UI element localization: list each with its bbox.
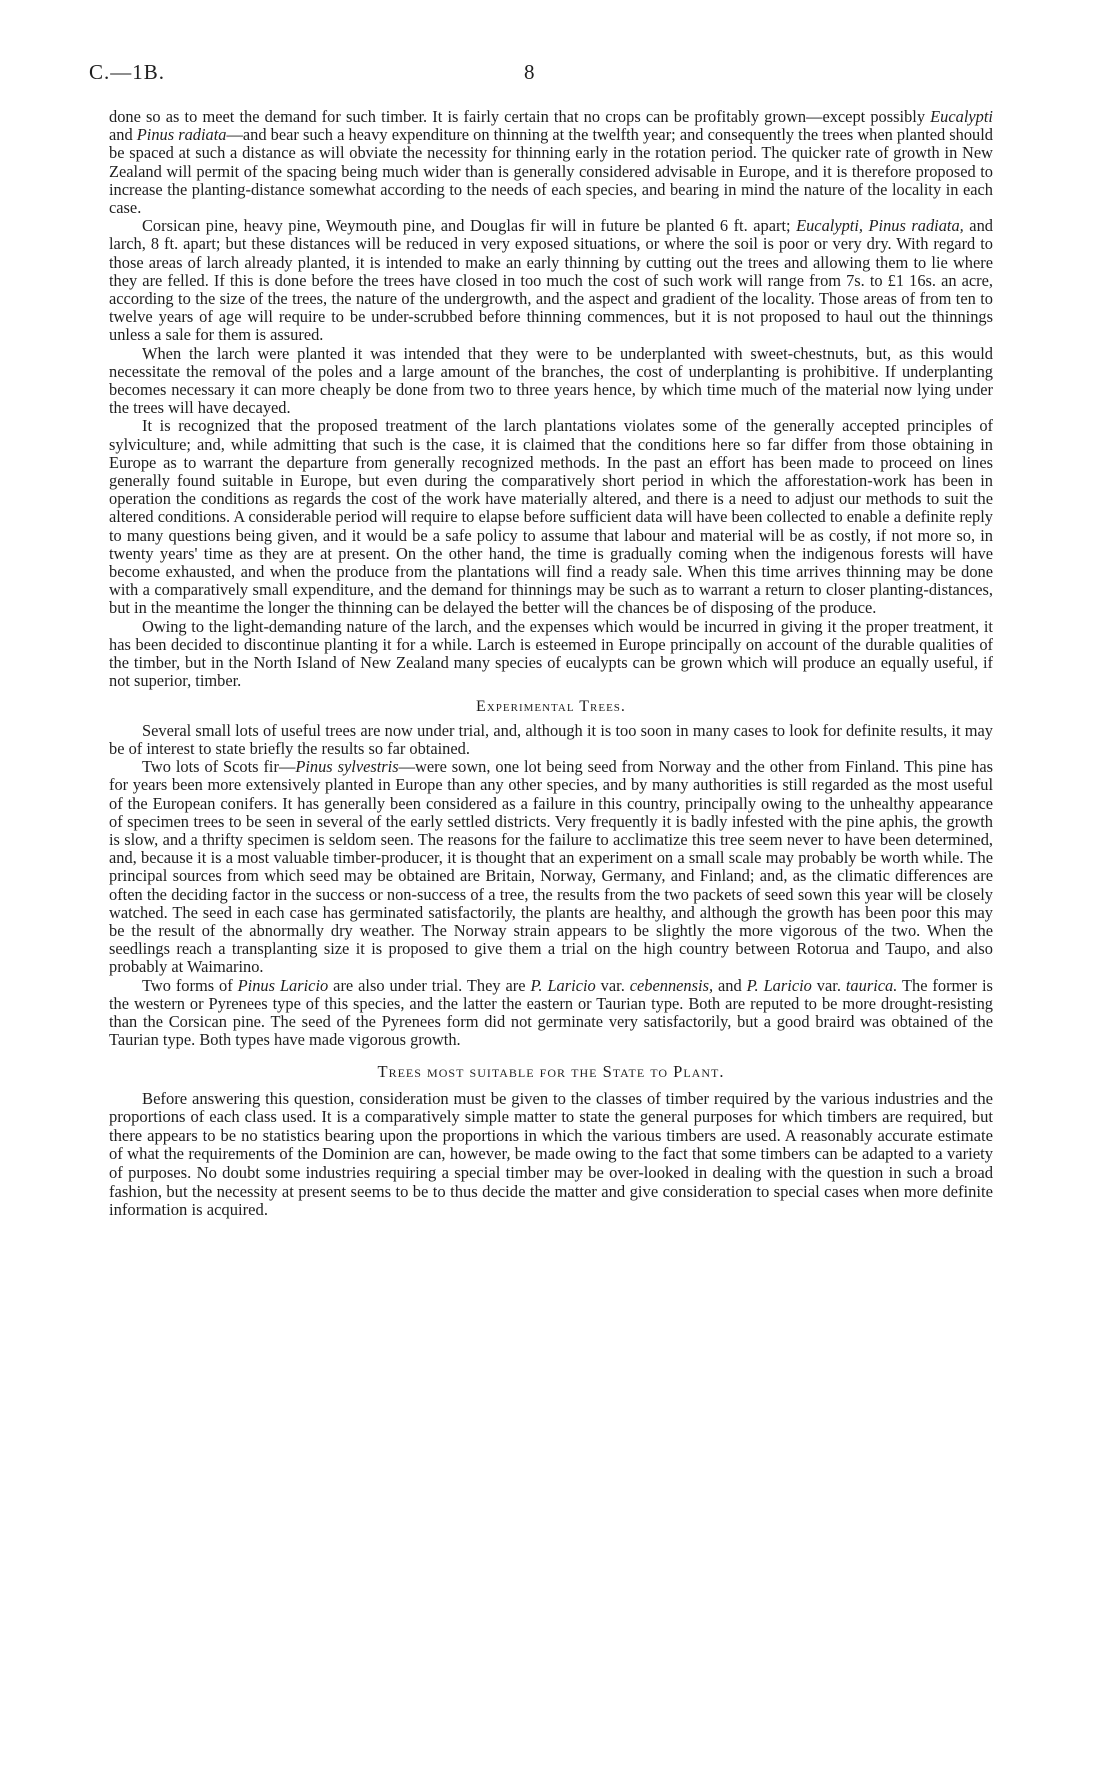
paragraph-8-text-b: are also under trial. They are bbox=[333, 975, 526, 995]
variety-cebennensis: cebennensis, bbox=[629, 975, 714, 995]
paragraph-1 bbox=[109, 108, 993, 217]
paragraph-9: Before answering this question, consideration must be given to the classes of timber required by the various industries and the proportions of each class used. It is a comparatively simple matter to state the general purposes for which timbers are required, but there appears to be no statistics bearing upon the proportions in which the various timbers are used. A reasonably accurate estimate of what the requirements of the Dominion are can, however, be made owing to the fact that some timbers can be adapted to a variety of purposes. No doubt some industries requiring a special timber may be over-looked in dealing with the question in such a broad fashion, but the necessity at present seems to be to thus decide the matter and give consideration to special cases when more definite information is acquired. bbox=[109, 1088, 993, 1220]
paragraph-3: When the larch were planted it was intended that they were to be underplanted with sweet-chestnuts, but, as this would necessitate the removal of the poles and a large amount of the branches, the cost of underplanting is prohibitive. If underplanting becomes necessary it can more cheaply be done from two to three years hence, by which time much of the material now lying under the trees will have decayed. bbox=[109, 343, 993, 418]
paragraph-2 bbox=[109, 217, 993, 344]
paragraph-4: It is recognized that the proposed treatment of the larch plantations violates some of the generally accepted principles of sylviculture; and, while admitting that such is the case, it is claimed that the conditions here so far differ from those obtaining in Europe as to warrant the departure from generally recognized methods. In the past an effort has been made to proceed on lines generally found suitable in Europe, but even during the comparatively short period in which the afforestation-work has been in operation the conditions as regards the cost of the work have materially altered, and there is a need to adjust our methods to suit the altered conditions. A considerable period will require to elapse before sufficient data will have been collected to enable a definite reply to many questions being given, and it would be a safe policy to assume that labour and material will be as costly, if not more so, in twenty years' time as they are at present. On the other hand, the time is gradually coming when the indigenous forests will have become exhausted, and when the produce from the plantations will find a ready sale. When this time arrives thinning may be done with a comparatively small expenditure, and the demand for thinnings may be such as to warrant a return to closer planting-distances, but in the meantime the longer the thinning can be delayed the better will the chances be of disposing of the produce. bbox=[109, 416, 993, 618]
paragraph-7-text-a: Two lots of Scots fir— bbox=[142, 757, 296, 777]
page-number: 8 bbox=[524, 60, 535, 84]
paragraph-1-text-a: done so as to meet the demand for such timber. It is fairly certain that no crops can be profitably grown—except possibly bbox=[109, 107, 926, 126]
running-head bbox=[0, 60, 1114, 90]
section-heading-trees-most-suitable: Trees most suitable for the State to Plant. bbox=[377, 1062, 725, 1082]
paragraph-2-text-a: Corsican pine, heavy pine, Weymouth pine, and Douglas fir will in future be planted 6 ft. apart; bbox=[142, 216, 791, 236]
body-text bbox=[109, 108, 993, 1220]
variety-taurica: taurica. bbox=[845, 975, 898, 995]
paragraph-7 bbox=[109, 758, 993, 976]
paragraph-5: Owing to the light-demanding nature of the larch, and the expenses which would be incurred in giving it the proper treatment, it has been decided to discontinue planting it for a while. Larch is esteemed in Europe principally on account of the durable qualities of the timber, but in the North Island of New Zealand many species of eucalypts can be grown which will produce an equally useful, if not superior, timber. bbox=[109, 616, 993, 691]
species-p-laricio-1: P. Laricio bbox=[530, 975, 596, 995]
paragraph-7-text-b: —were sown, one lot being seed from Norway and the other from Finland. This pine has for years been more extensively planted in Europe than any other species, and by many authorities is still regarded as the most useful of the European conifers. It has generally been considered as a failure in this country, principally owing to the unhealthy appearance of specimen trees to be seen in several of the early settled districts. Very frequently it is badly infested with the pine aphis, the growth is slow, and a thrifty specimen is seldom seen. The reasons for the failure to acclimatize this tree seem never to have been determined, and, because it is a most valuable timber-producer, it is thought that an experiment on a small scale may probably be worth while. The principal sources from which seed may be obtained are Britain, Norway, Germany, and Finland; and, as the climatic differences are often the deciding factor in the success or non-success of a tree, the results from the two packets of seed sown this year will be closely watched. The seed in each case has germinated satisfactorily, the plants are healthy, and although the growth has been poor this may be the result of the abnormally dry weather. The Norway strain appears to be slightly the more vigorous of the two. When the seedlings reach a transplanting size it is proposed to give them a trial on the high country between Rotorua and Taupo, and also probably at Waimarino. bbox=[109, 757, 993, 977]
paragraph-8-text-e: var. bbox=[816, 975, 841, 995]
paragraph-8-text-f: The former is the western or Pyrenees type of this species, and the latter the eastern or Taurian type. Both are reputed to be more drought-resisting than the Corsican pine. The seed of the Pyrenees form did not germinate very satisfactorily, but a good braird was obtained of the Taurian type. Both types have made vigorous growth. bbox=[109, 975, 993, 1050]
paragraph-1-text-b: and bbox=[109, 125, 133, 145]
species-pinus-laricio: Pinus Laricio bbox=[237, 975, 329, 995]
paragraph-8-text-a: Two forms of bbox=[142, 975, 233, 995]
paragraph-2-text-b: and larch, 8 ft. apart; but these distances will be reduced in very exposed situations, or where the soil is poor or very dry. With regard to those areas of larch already planted, it is intended to make an early thinning by cutting out the trees and allowing them to lie where they are felled. If this is done before the trees have closed in too much the cost of such work will range from 7s. to £1 16s. an acre, according to the size of the trees, the nature of the undergrowth, and the aspect and gradient of the locality. Those areas of from ten to twelve years of age will require to be under-scrubbed before thinning commences, but it is not proposed to haul out the thinnings unless a sale for them is assured. bbox=[109, 216, 993, 345]
paragraph-8-text-d: and bbox=[718, 975, 742, 995]
paragraph-8 bbox=[109, 977, 993, 1050]
species-pinus-sylvestris: Pinus sylvestris bbox=[295, 757, 399, 777]
paragraph-8-text-c: var. bbox=[600, 975, 625, 995]
species-pinus-radiata: Pinus radiata bbox=[136, 125, 227, 145]
species-list: Eucalypti, Pinus radiata, bbox=[796, 216, 964, 236]
paragraph-6: Several small lots of useful trees are now under trial, and, although it is too soon in many cases to look for definite results, it may be of interest to state briefly the results so far obtained. bbox=[109, 720, 993, 758]
section-heading-experimental-trees: Experimental Trees. bbox=[476, 697, 626, 715]
species-p-laricio-2: P. Laricio bbox=[746, 975, 812, 995]
document-code: C.—1B. bbox=[89, 60, 166, 84]
paragraph-1-text-c: —and bear such a heavy expenditure on thinning at the twelfth year; and consequently the trees when planted should be spaced at such a distance as will obviate the necessity for thinning early in the rotation period. The quicker rate of growth in New Zealand will permit of the spacing being much wider than is generally considered advisable in Europe, and it is therefore proposed to increase the planting-distance somewhat according to the needs of each species, and bearing in mind the nature of the locality in each case. bbox=[109, 125, 993, 218]
species-eucalypti: Eucalypti bbox=[930, 107, 993, 126]
